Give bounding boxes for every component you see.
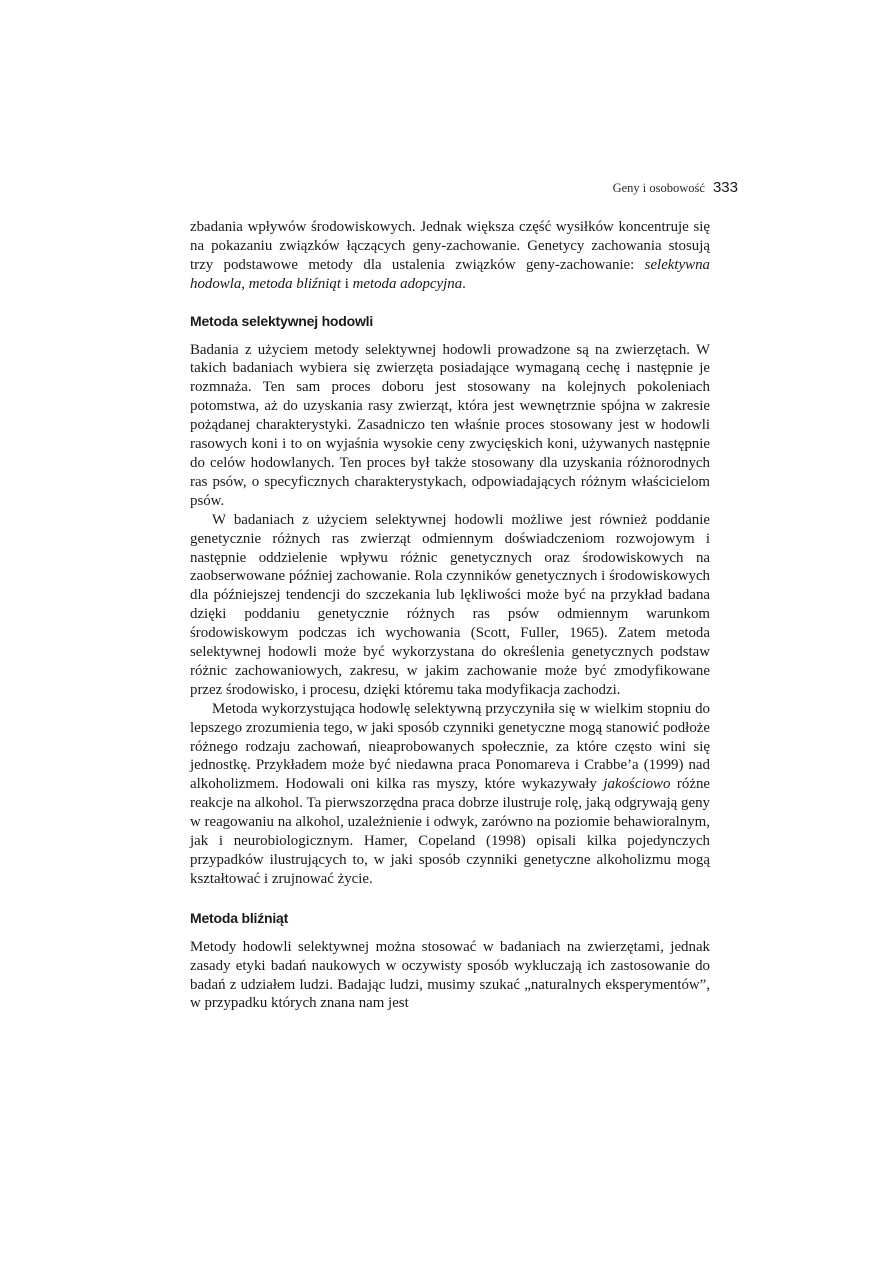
- intro-text: zbadania wpływów środowiskowych. Jednak większa część wysiłków koncentruje się na pokazaniu związków łączących geny-zachowanie. Genetycy zachowania stosują trzy podstawowe metody dla ustalenia związków geny-zachowanie:: [190, 219, 710, 273]
- page-header: [190, 177, 738, 197]
- page-number: 333: [712, 179, 738, 196]
- section-heading-selective-breeding: Metoda selektywnej hodowli: [190, 312, 374, 329]
- italic-term: jakościowo: [603, 776, 671, 793]
- running-head: Geny i osobowość: [612, 181, 705, 195]
- method-names-italic: selektywna hodowla, metoda bliźniąt: [190, 256, 710, 292]
- intro-paragraph: [190, 218, 710, 294]
- method-adoption-italic: metoda adopcyjna: [352, 275, 463, 292]
- paragraph: W badaniach z użyciem selektywnej hodowli możliwe jest również poddanie genetycznie różnych ras zwierząt odmiennym doświadczeniom rozwojowym i następnie oddzielenie wpływu różnic genetycznych oraz środowiskowych na zaobserwowane później zachowanie. Rola czynników genetycznych i środowiskowych dla późniejszej tendencji do szczekania lub lękliwości może być na przykład badana dzięki poddaniu genetycznie różnych ras psów odmiennym warunkom środowiskowym podczas ich wychowania (Scott, Fuller, 1965). Zatem metoda selektywnej hodowli może być wykorzystana do określenia genetycznych podstaw różnic zachowaniowych, zakresu, w jakim zachowanie może być zmodyfikowane przez środowisko, i procesu, dzięki któremu taka modyfikacja zachodzi.: [190, 511, 710, 698]
- paragraph: Metody hodowli selektywnej można stosować w badaniach na zwierzętami, jednak zasady etyki badań naukowych w oczywisty sposób wykluczają ich zastosowanie do badań z udziałem ludzi. Badając ludzi, musimy szukać „naturalnych eksperymentów”, w przypadku których znana nam jest: [190, 938, 710, 1012]
- page-body: [190, 218, 710, 1013]
- paragraph: Badania z użyciem metody selektywnej hodowli prowadzone są na zwierzętach. W takich badaniach wybiera się zwierzęta posiadające wymaganą cechę i następnie je rozmnaża. Ten sam proces doboru jest stosowany na kolejnych pokoleniach potomstwa, aż do uzyskania rasy zwierząt, która jest wewnętrznie spójna w zakresie pożądanej charakterystyki. Zasadniczo ten właśnie proces stosowany jest w hodowli rasowych koni i to on wyjaśnia wysokie ceny zwycięskich koni, używanych następnie do celów hodowlanych. Ten proces był także stosowany dla uzyskania różnorodnych ras psów, o specyficznych charakterystykach, odpowiadających różnym właścicielom psów.: [190, 341, 710, 509]
- intro-connector: i: [340, 275, 353, 292]
- paragraph-text: Metoda wykorzystująca hodowlę selektywną przyczyniła się w wielkim stopniu do lepszego zrozumienia tego, w jaki sposób czynniki genetyczne mogą stanowić podłoże różnego rodzaju zachowań, nieaprobowanych społecznie, za które często wini się jednostkę. Przykładem może być niedawna praca Ponomareva i Crabbe’a (1999) nad alkoholizmem. Hodowali oni kilka ras myszy, które wykazywały: [190, 700, 710, 793]
- section-heading-twin-method: Metoda bliźniąt: [190, 909, 289, 926]
- intro-end: .: [462, 275, 466, 292]
- paragraph: [190, 700, 710, 889]
- paragraph-text: różne reakcje na alkohol. Ta pierwszorzędna praca dobrze ilustruje rolę, jaką odgrywają geny w reagowaniu na alkohol, uzależnienie i odwyk, zarówno na poziomie behawioralnym, jak i neurobiologicznym. Hamer, Copeland (1998) opisali kilka pojedynczych przypadków ilustrujących to, w jaki sposób czynniki genetyczne alkoholizmu mogą kształtować i zrujnować życie.: [190, 776, 711, 887]
